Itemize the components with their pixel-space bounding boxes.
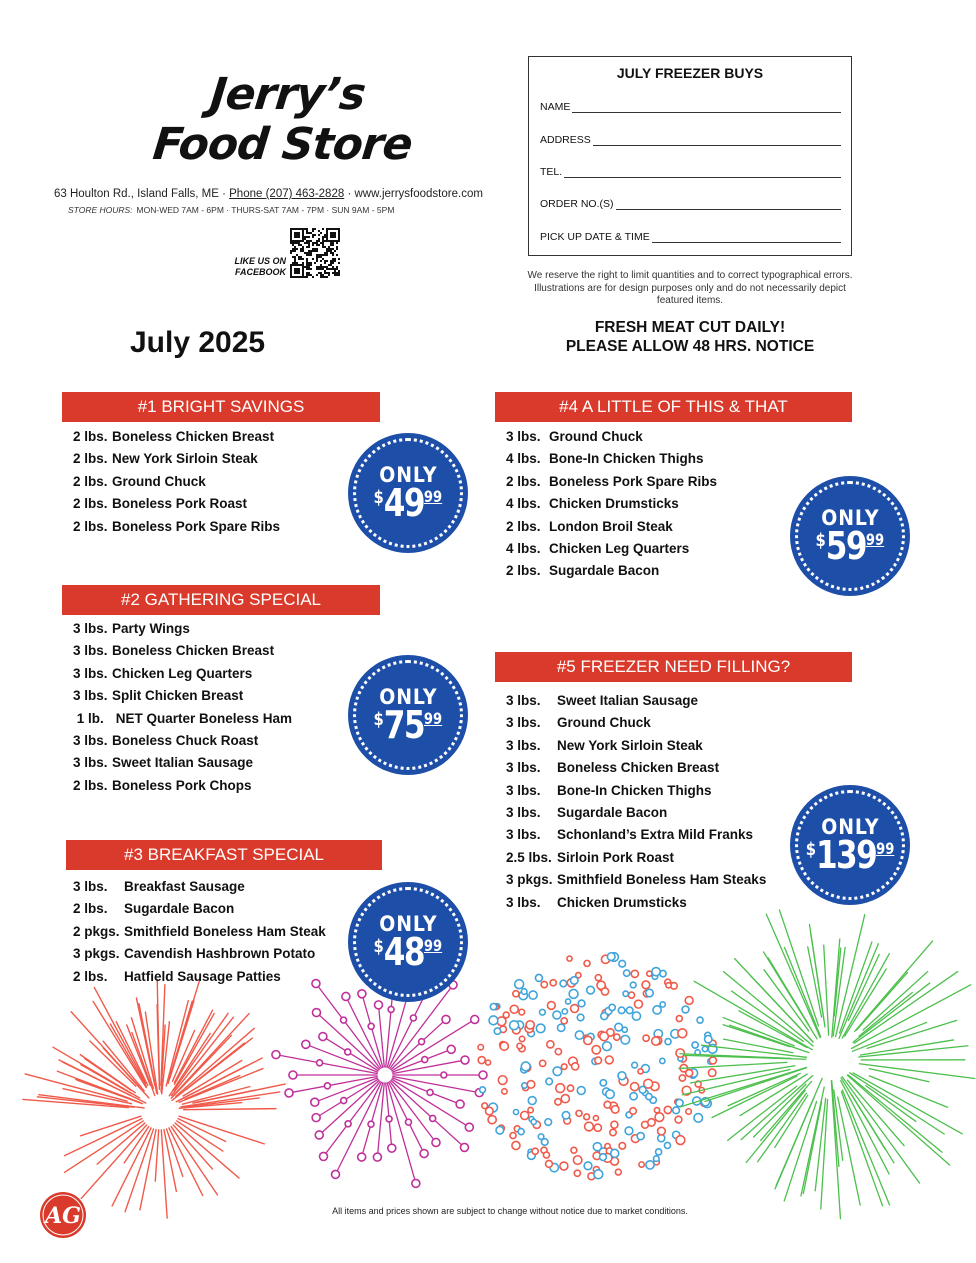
price-only-label: ONLY [820,506,880,530]
list-item: 2 lbs. Sugardale Bacon [506,563,660,579]
list-item: 2 lbs. Boneless Chicken Breast [73,429,275,444]
list-item: 2 lbs. Hatfield Sausage Patties [73,968,281,984]
list-item: 3 lbs. Boneless Chicken Breast [73,643,275,659]
facebook-line1: LIKE US ON [234,256,286,266]
list-item: 3 lbs. Breakfast Sausage [73,879,245,894]
order-field-order-no[interactable]: ORDER NO.(S) [540,198,841,210]
footer-note: All items and prices shown are subject to change without notice due to market conditions. [332,1206,688,1216]
list-item: 2 lbs. Ground Chuck [73,473,206,489]
order-field-name[interactable]: NAME [540,101,841,113]
list-item: 1 lb. NET Quarter Boneless Ham [73,710,293,726]
list-item: 3 lbs. Ground Chuck [506,715,651,731]
order-field-tel[interactable]: TEL. [540,166,841,178]
list-item: 3 lbs. Split Chicken Breast [73,688,244,704]
package-2-items [73,618,292,797]
package-4-price: $ 59 99 [815,524,885,568]
price-only-label: ONLY [820,815,880,839]
disclaimer-text: We reserve the right to limit quantities and to correct typographical errors. Illustrations are for design purposes only and do not necessarily depict featured items. [527,270,853,306]
package-1-price-badge [348,433,468,553]
list-item: 2 lbs. Sugardale Bacon [73,901,235,917]
list-item: 3 lbs. Sugardale Bacon [506,805,668,821]
list-item: 3 lbs. Boneless Chicken Breast [506,760,720,776]
list-item: 4 lbs. Chicken Leg Quarters [506,541,690,557]
list-item: 3 pkgs. Smithfield Boneless Ham Steaks [506,872,767,888]
list-item: 3 lbs. Sweet Italian Sausage [506,693,699,708]
list-item: 3 lbs. Chicken Leg Quarters [73,665,253,681]
list-item: 2 lbs. Boneless Pork Spare Ribs [73,518,281,534]
store-hours-label: STORE HOURS: [68,205,133,215]
order-form-title: JULY FREEZER BUYS [616,65,764,81]
list-item: 3 lbs. New York Sirloin Steak [506,737,703,753]
package-3-items [73,876,326,988]
store-phone-link[interactable]: Phone (207) 463-2828 [229,188,345,200]
package-2-price: $ 75 99 [373,703,443,747]
price-only-label: ONLY [378,463,438,487]
store-website-link[interactable]: · www.jerrysfoodstore.com [347,188,483,200]
list-item: 4 lbs. Bone-In Chicken Thighs [506,451,704,467]
package-4-price-badge [790,476,910,596]
list-item: 2 lbs. Boneless Pork Roast [73,496,248,512]
order-field-pickup[interactable]: PICK UP DATE & TIME [540,231,841,243]
package-1-price: $ 49 99 [373,481,443,525]
package-2-price-badge [348,655,468,775]
list-item: 2.5 lbs. Sirloin Pork Roast [506,849,675,865]
list-item: 2 pkgs. Smithfield Boneless Ham Steak [73,923,326,939]
page-title-month: July 2025 [130,326,266,359]
list-item: 3 lbs. Sweet Italian Sausage [73,755,254,771]
package-5-price-badge [790,785,910,905]
list-item: 3 lbs. Bone-In Chicken Thighs [506,782,712,798]
list-item: 2 lbs. Boneless Pork Spare Ribs [506,473,718,489]
package-3-price: $ 48 99 [373,930,443,974]
package-3-price-badge [348,882,468,1002]
list-item: 3 lbs. Boneless Chuck Roast [73,733,259,749]
package-4-items [506,426,717,583]
package-1-items [73,426,280,538]
package-5-price: $ 139 99 [805,833,895,877]
price-only-label: ONLY [378,685,438,709]
price-only-label: ONLY [378,912,438,936]
fresh-notice-line2: PLEASE ALLOW 48 HRS. NOTICE [565,338,815,355]
package-5-items [506,690,766,914]
store-name-line2: Food Store [150,119,415,170]
order-field-address[interactable]: ADDRESS [540,134,841,146]
facebook-line2: FACEBOOK [234,267,286,277]
list-item: 3 lbs. Party Wings [73,621,190,636]
list-item: 4 lbs. Chicken Drumsticks [506,496,679,512]
store-address: 63 Houlton Rd., Island Falls, ME · [54,188,226,200]
list-item: 2 lbs. New York Sirloin Steak [73,451,258,467]
store-name-line1: Jerry’s [207,69,368,120]
list-item: 2 lbs. London Broil Steak [506,518,673,534]
svg-text:AG: AG [45,1203,81,1229]
store-hours-text: MON-WED 7AM - 6PM · THURS-SAT 7AM - 7PM · SUN 9AM - 5PM [136,205,395,215]
package-2-banner: #2 GATHERING SPECIAL [62,585,380,615]
list-item: 2 lbs. Boneless Pork Chops [73,777,252,793]
list-item: 3 lbs. Chicken Drumsticks [506,894,687,910]
list-item: 3 lbs. Schonland’s Extra Mild Franks [506,827,754,843]
package-3-banner: #3 BREAKFAST SPECIAL [66,840,382,870]
package-5-banner: #5 FREEZER NEED FILLING? [495,652,852,682]
package-4-banner: #4 A LITTLE OF THIS & THAT [495,392,852,422]
fresh-notice-line1: FRESH MEAT CUT DAILY! [594,319,786,336]
list-item: 3 pkgs. Cavendish Hashbrown Potato [73,946,316,962]
package-1-banner: #1 BRIGHT SAVINGS [62,392,380,422]
list-item: 3 lbs. Ground Chuck [506,429,643,444]
